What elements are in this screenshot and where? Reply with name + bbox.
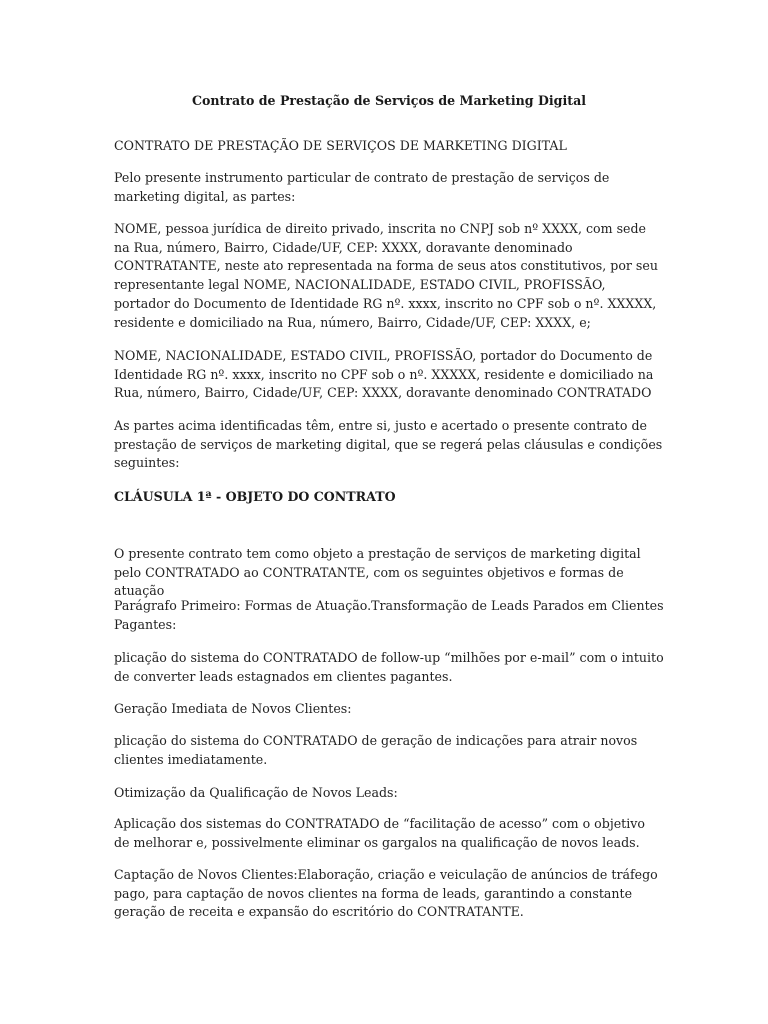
new-clients-heading: Geração Imediata de Novos Clientes:	[114, 701, 352, 716]
intro-paragraph: Pelo presente instrumento particular de contrato de prestação de serviços de marketing digital, as partes:	[114, 170, 610, 204]
clause-1-heading: CLÁUSULA 1ª - OBJETO DO CONTRATO	[114, 489, 396, 504]
access-paragraph: Aplicação dos sistemas do CONTRATADO de “facilitação de acesso” com o objetivo de melhorar e, possivelmente eliminar os gargalos na qualificação de novos leads.	[114, 816, 645, 850]
contratante-paragraph: NOME, pessoa jurídica de direito privado, inscrita no CNPJ sob nº XXXX, com sede na Rua, número, Bairro, Cidade/UF, CEP: XXXX, doravante denominado CONTRATANTE, neste ato representada na forma de seus atos constitutivos, por seu representante legal NOME, NACIONALIDADE, ESTADO CIVIL, PROFISSÃO, portador do Documento de Identidade RG nº. xxxx, inscrito no CPF sob o nº. XXXXX, residente e domiciliado na Rua, número, Bairro, Cidade/UF, CEP: XXXX, e;	[114, 221, 658, 330]
paid-traffic-paragraph: Captação de Novos Clientes:Elaboração, criação e veiculação de anúncios de tráfego pago, para captação de novos clientes na forma de leads, garantindo a constante geração de receita e expansão do escritório do CONTRATANTE.	[114, 867, 658, 920]
document-title: Contrato de Prestação de Serviços de Marketing Digital	[191, 93, 587, 108]
agreement-paragraph: As partes acima identificadas têm, entre si, justo e acertado o presente contrato de prestação de serviços de marketing digital, que se regerá pelas cláusulas e condições seguintes:	[114, 418, 663, 471]
qualification-heading: Otimização da Qualificação de Novos Leads:	[114, 785, 398, 800]
contratado-paragraph: NOME, NACIONALIDADE, ESTADO CIVIL, PROFISSÃO, portador do Documento de Identidade RG nº. xxxx, inscrito no CPF sob o nº. XXXXX, residente e domiciliado na Rua, número, Bairro, Cidade/UF, CEP: XXXX, doravante denominado CONTRATADO	[114, 348, 654, 401]
referrals-paragraph: plicação do sistema do CONTRATADO de geração de indicações para atrair novos clientes imediatamente.	[114, 733, 638, 767]
followup-paragraph: plicação do sistema do CONTRATADO de follow-up “milhões por e-mail” com o intuito de converter leads estagnados em clientes pagantes.	[114, 650, 664, 684]
paragraph-primeiro: Parágrafo Primeiro: Formas de Atuação.Transformação de Leads Parados em Clientes Pagantes:	[114, 598, 664, 632]
contract-heading: CONTRATO DE PRESTAÇÃO DE SERVIÇOS DE MARKETING DIGITAL	[114, 138, 567, 153]
object-paragraph: O presente contrato tem como objeto a prestação de serviços de marketing digital pelo CONTRATADO ao CONTRATANTE, com os seguintes objetivos e formas de atuação	[114, 546, 641, 599]
